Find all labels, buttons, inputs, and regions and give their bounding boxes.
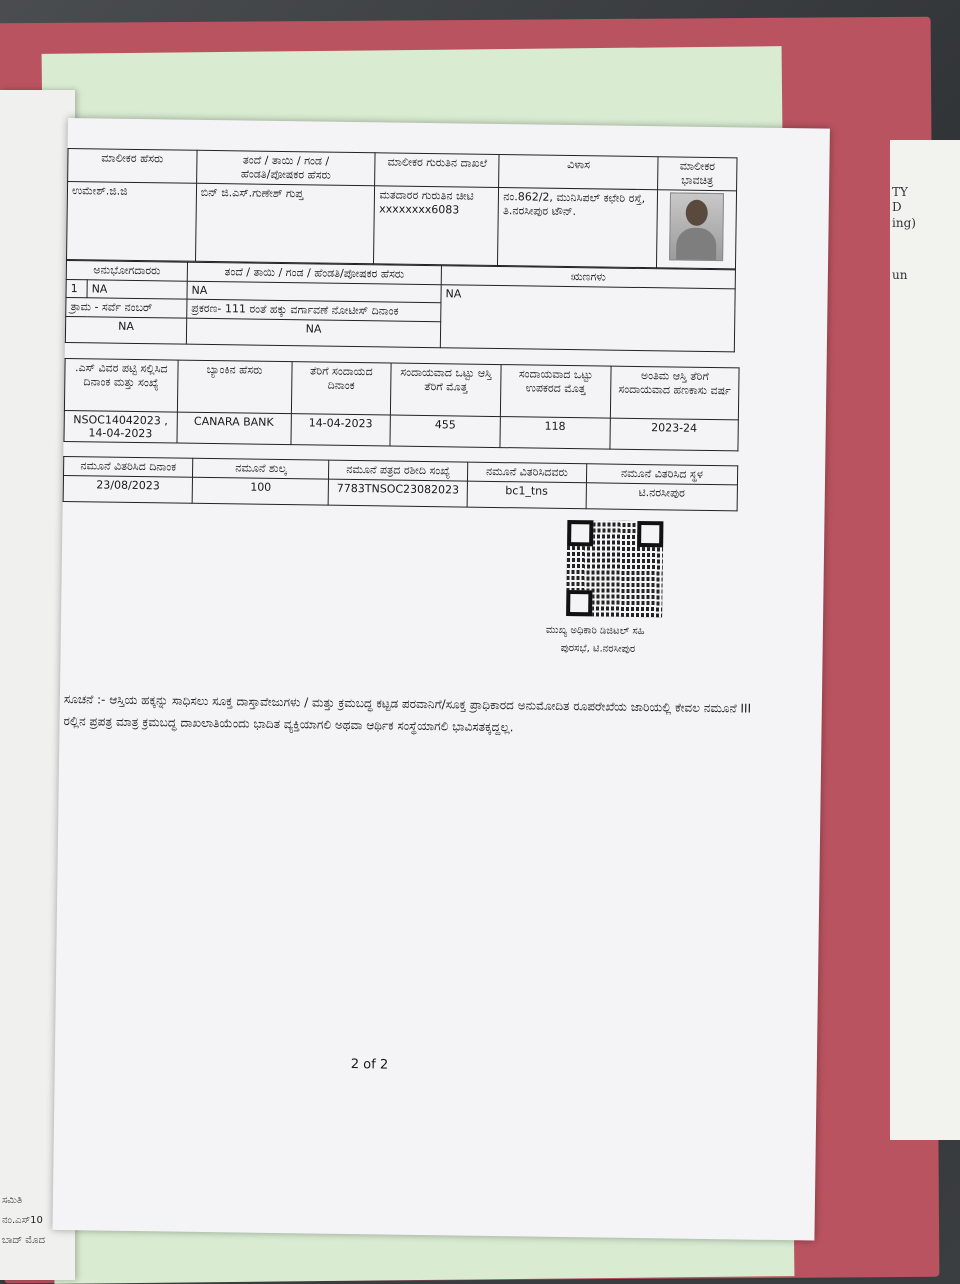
side-text: TY <box>892 185 908 199</box>
issue-header-issuer: ನಮೂನೆ ವಿತರಿಸಿದವರು <box>467 462 586 483</box>
notice-text: ಸೂಚನೆ :- ಆಸ್ತಿಯ ಹಕ್ಕನ್ನು ಸಾಧಿಸಲು ಸೂಕ್ತ ದಾಸ್ತಾವೇಜುಗಳು / ಮತ್ತು ಕ್ರಮಬದ್ಧ ಕಟ್ಟಡ ಪರವಾನಿಗೆ/ಸೂಕ್ತ ಪ್ರಾಧಿಕಾರದ ಅನುಮೋದಿತ ರೂಪರೇಖೆಯ ಜಾರಿಯಲ್ಲಿ ಕೇವಲ ನಮೂನೆ III ರಲ್ಲಿನ ಪ್ರಪತ್ರ ಮಾತ್ರ ಕ್ರಮಬದ್ಧ ದಾಖಲಾತಿಯೆಂದು ಭಾದಿತ ವ್ಯಕ್ತಿಯಾಗಲಿ ಅಥವಾ ಆರ್ಥಿಕ ಸಂಸ್ಥೆಯಾಗಲಿ ಭಾವಿಸತಕ್ಕದ್ದಲ್ಲ. <box>63 691 752 735</box>
signature-title: ಮುಖ್ಯ ಅಧಿಕಾರಿ ಡಿಜಿಟಲ್ ಸಹಿ <box>545 624 645 638</box>
owner-table <box>66 148 737 269</box>
tax-filing-value: NSOC14042023 , 14-04-2023 <box>64 410 177 443</box>
issue-date-value: 23/08/2023 <box>63 475 193 503</box>
side-text: D <box>892 200 902 214</box>
left-stub-text: ಬಾದ್ ಮೊದ <box>2 1235 45 1246</box>
side-paper <box>890 140 960 1140</box>
issue-fee-value: 100 <box>192 477 328 505</box>
side-text: un <box>892 268 908 282</box>
issue-receipt-value: 7783TNSOC23082023 <box>329 479 468 507</box>
left-stub-text: ನಂ.ಎಸ್10 <box>2 1215 43 1226</box>
loans-value: NA <box>440 285 735 352</box>
owner-name: ಉಮೇಶ್.ಜಿ.ಜಿ <box>67 182 197 262</box>
notice-date-header: ಪ್ರಕರಣ- 111 ರಂತೆ ಹಕ್ಕು ವರ್ಗಾವಣೆ ನೋಟೀಸ್ ದಿನಾಂಕ <box>187 299 441 322</box>
issue-header-receipt: ನಮೂನೆ ಪತ್ರದ ರಶೀದಿ ಸಂಖ್ಯೆ <box>329 460 468 481</box>
tax-header-cess: ಸಂದಾಯವಾದ ಒಟ್ಟು ಉಪಕರದ ಮೊತ್ತ <box>500 365 610 419</box>
occupant-parent: NA <box>187 281 441 303</box>
tax-table <box>63 358 739 451</box>
tax-year-value: 2023-24 <box>610 418 739 451</box>
owner-id-header: ಮಾಲೀಕರ ಗುರುತಿನ ದಾಖಲೆ <box>375 153 499 188</box>
owner-id-label: ಮತದಾರರ ಗುರುತಿನ ಚೀಟಿ <box>379 188 474 203</box>
page-number: 2 of 2 <box>350 1057 389 1073</box>
survey-header: ತ್ರಾಮ - ಸರ್ವೆ ನಂಬರ್ <box>66 297 187 318</box>
issue-header-date: ನಮೂನೆ ವಿತರಿಸಿದ ದಿನಾಂಕ <box>64 456 194 477</box>
notice-date-value: NA <box>186 318 440 348</box>
tax-bank-value: CANARA BANK <box>177 412 291 445</box>
owner-parent-header <box>196 150 375 185</box>
tax-property-tax-value: 455 <box>390 415 500 448</box>
document-page <box>52 118 829 1241</box>
tax-header-date: ತೆರಿಗೆ ಸಂದಾಯದ ದಿನಾಂಕ <box>291 362 391 415</box>
occupant-table <box>65 260 736 352</box>
issue-place-value: ಟಿ.ನರಸೀಪುರ <box>586 483 738 511</box>
owner-address-header: ವಿಳಾಸ <box>499 155 658 190</box>
qr-finder <box>637 521 663 547</box>
tax-header-filing: .ಎಸ್ ವಿವರ ಪಟ್ಟಿ ಸಲ್ಲಿಸಿದ ದಿನಾಂಕ ಮತ್ತು ಸಂಖ್ಯೆ <box>64 358 177 412</box>
tax-header-bank: ಬ್ಯಾಂಕಿನ ಹೆಸರು <box>177 360 292 414</box>
occupant-index: 1 <box>66 279 87 297</box>
qr-code <box>566 520 663 617</box>
tax-date-value: 14-04-2023 <box>290 414 390 446</box>
owner-address: ನಂ.862/2, ಮುನಿಸಿಪಲ್ ಕಛೇರಿ ರಸ್ತೆ, ತಿ.ನರಸೀಪುರ ಟೌನ್. <box>498 188 658 268</box>
tax-cess-value: 118 <box>500 417 610 450</box>
occupant-name-header: ಅನುಭೋಗದಾರರು <box>66 260 187 281</box>
signature-office: ಪುರಸಭೆ, ಟಿ.ನರಸೀಪುರ <box>560 642 636 655</box>
owner-id-value: xxxxxxxx6083 <box>379 202 460 217</box>
header-line: ಹೆಂಡತಿ/ಪೋಷಕರ ಹೆಸರು <box>240 167 331 182</box>
survey-value: NA <box>65 316 186 344</box>
issue-issuer-value: bc1_tns <box>467 481 586 509</box>
tax-header-year: ಅಂತಿಮ ಆಸ್ತಿ ತೆರಿಗೆ ಸಂದಾಯವಾದ ಹಣಕಾಸು ವರ್ಷ <box>610 366 739 420</box>
owner-name-header: ಮಾಲೀಕರ ಹೆಸರು <box>68 149 197 184</box>
owner-id-cell <box>374 186 499 266</box>
header-line: ಮಾಲೀಕರ <box>679 159 716 174</box>
owner-parent: ಬಿನ್ ಜಿ.ಎಸ್.ಗುಣೇಶ್ ಗುಪ್ತ <box>195 183 375 263</box>
header-line: ಭಾವಚಿತ್ರ <box>681 173 714 188</box>
owner-photo-cell <box>656 190 736 269</box>
header-line: ತಂದೆ / ತಾಯಿ / ಗಂಡ / <box>242 153 330 168</box>
occupant-name: NA <box>87 280 187 299</box>
issue-header-fee: ನಮೂನೆ ಶುಲ್ಕ <box>193 458 329 479</box>
left-stub-text: ಸಮಿತಿ <box>2 1195 23 1206</box>
issue-header-place: ನಮೂನೆ ವಿತರಿಸಿದ ಸ್ಥಳ <box>586 464 737 485</box>
owner-photo-header <box>658 157 737 191</box>
occupant-parent-header: ತಂದೆ / ತಾಯಿ / ಗಂಡ / ಹೆಂಡತಿ/ಪೋಷಕರ ಹೆಸರು <box>187 262 441 285</box>
loans-header: ಋಣಗಳು <box>441 266 735 289</box>
owner-photo <box>669 192 724 261</box>
side-text: ing) <box>892 216 916 230</box>
tax-header-property-tax: ಸಂದಾಯವಾದ ಒಟ್ಟು ಆಸ್ತಿ ತೆರಿಗೆ ಮೊತ್ತ <box>391 363 501 417</box>
issue-table <box>63 456 739 511</box>
qr-finder <box>567 520 593 546</box>
qr-finder <box>566 590 592 616</box>
